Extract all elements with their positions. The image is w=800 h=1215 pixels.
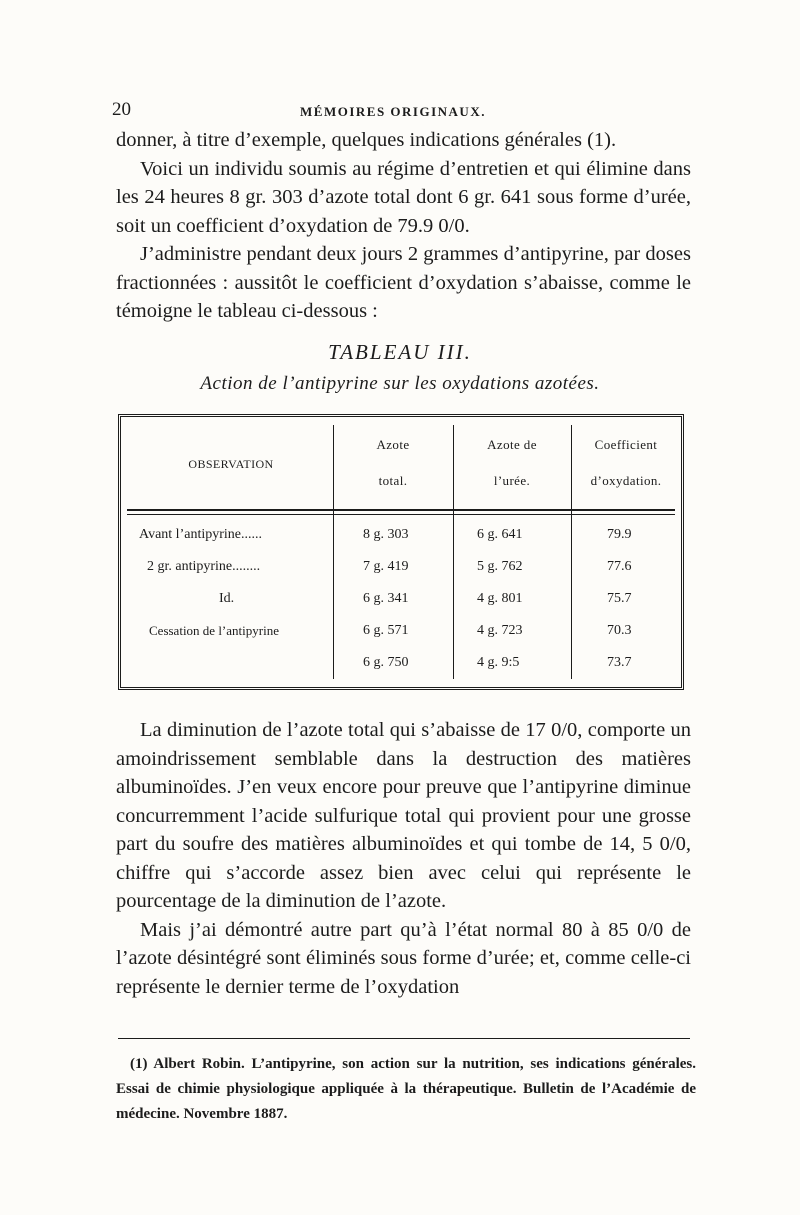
cell-azote-uree: 4 g. 723 (477, 623, 523, 638)
footnote (116, 1052, 696, 1127)
header-coefficient-line2: d’oxydation. (590, 473, 662, 488)
cell-azote-total: 7 g. 419 (363, 559, 409, 574)
table-title: TABLEAU III. (328, 340, 472, 364)
paragraph: Mais j’ai démontré autre part qu’à l’état normal 80 à 85 0/0 de l’azote désintégré sont éliminés sous forme d’urée; et, comme celle-ci représente le dernier terme de l’oxydation (116, 918, 691, 998)
cell-azote-total: 8 g. 303 (363, 527, 409, 542)
cell-azote-total: 6 g. 341 (363, 591, 409, 606)
cell-azote-total: 6 g. 571 (363, 623, 409, 638)
footnote-divider (118, 1038, 690, 1039)
header-azote-uree: Azote de (487, 437, 537, 452)
paragraph: Voici un individu soumis au régime d’entretien et qui élimine dans les 24 heures 8 gr. 303 d’azote total dont 6 gr. 641 sous forme d’urée, soit un coefficient d’oxydation de 79.9 0/0. (116, 157, 691, 237)
cell-observation: Id. (219, 591, 235, 606)
paragraph: J’administre pendant deux jours 2 grammes d’antipyrine, par doses fractionnées : aussitôt le coefficient d’oxydation s’abaisse, comme le témoigne le tableau ci-dessous : (116, 243, 691, 322)
body-text-top (116, 126, 691, 326)
page-number: 20 (112, 99, 131, 120)
cell-coefficient: 77.6 (607, 559, 632, 574)
cell-observation: Cessation de l’antipyrine (149, 623, 279, 638)
header-azote-total: Azote (376, 437, 410, 452)
paragraph: La diminution de l’azote total qui s’abaisse de 17 0/0, comporte un amoindrissement semblable dans la destruction des matières albuminoïdes. J’en veux encore pour preuve que l’antipyrine diminue concurremment l’acide sulfurique total qui provient pour une grosse part du soufre des matières albuminoïdes et qui tombe de 14, 5 0/0, chiffre qui s’accorde assez bien avec celui qui représente le pourcentage de la diminution de l’azote. (116, 719, 691, 912)
cell-coefficient: 79.9 (607, 527, 632, 542)
paragraph: donner, à titre d’exemple, quelques indications générales (1). (116, 129, 617, 151)
cell-observation: 2 gr. antipyrine........ (147, 559, 261, 574)
table-caption: Action de l’antipyrine sur les oxydations azotées. (200, 373, 600, 394)
cell-coefficient: 75.7 (607, 591, 632, 606)
running-head: MÉMOIRES ORIGINAUX. (300, 104, 486, 119)
column-divider (453, 425, 454, 679)
cell-azote-uree: 4 g. 801 (477, 591, 523, 606)
cell-azote-uree: 4 g. 9:5 (477, 655, 520, 670)
header-coefficient: Coefficient (594, 437, 658, 452)
column-divider (333, 425, 334, 679)
data-table (118, 414, 684, 690)
header-azote-uree-line2: l’urée. (493, 473, 531, 488)
body-text-bottom (116, 716, 691, 1001)
header-observation: OBSERVATION (188, 457, 274, 471)
cell-coefficient: 70.3 (607, 623, 632, 638)
cell-coefficient: 73.7 (607, 655, 632, 670)
header-azote-total-line2: total. (378, 473, 408, 488)
footnote-text: (1) Albert Robin. L’antipyrine, son action sur la nutrition, ses indications générales. Essai de chimie physiologique appliquée à la thérapeutique. Bulletin de l’Académie de médecine. Novembre 1887. (116, 1056, 696, 1122)
cell-azote-uree: 5 g. 762 (477, 559, 523, 574)
cell-azote-total: 6 g. 750 (363, 655, 409, 670)
column-divider (571, 425, 572, 679)
header-divider (127, 509, 675, 515)
cell-azote-uree: 6 g. 641 (477, 527, 523, 542)
cell-observation: Avant l’antipyrine...... (139, 527, 262, 542)
